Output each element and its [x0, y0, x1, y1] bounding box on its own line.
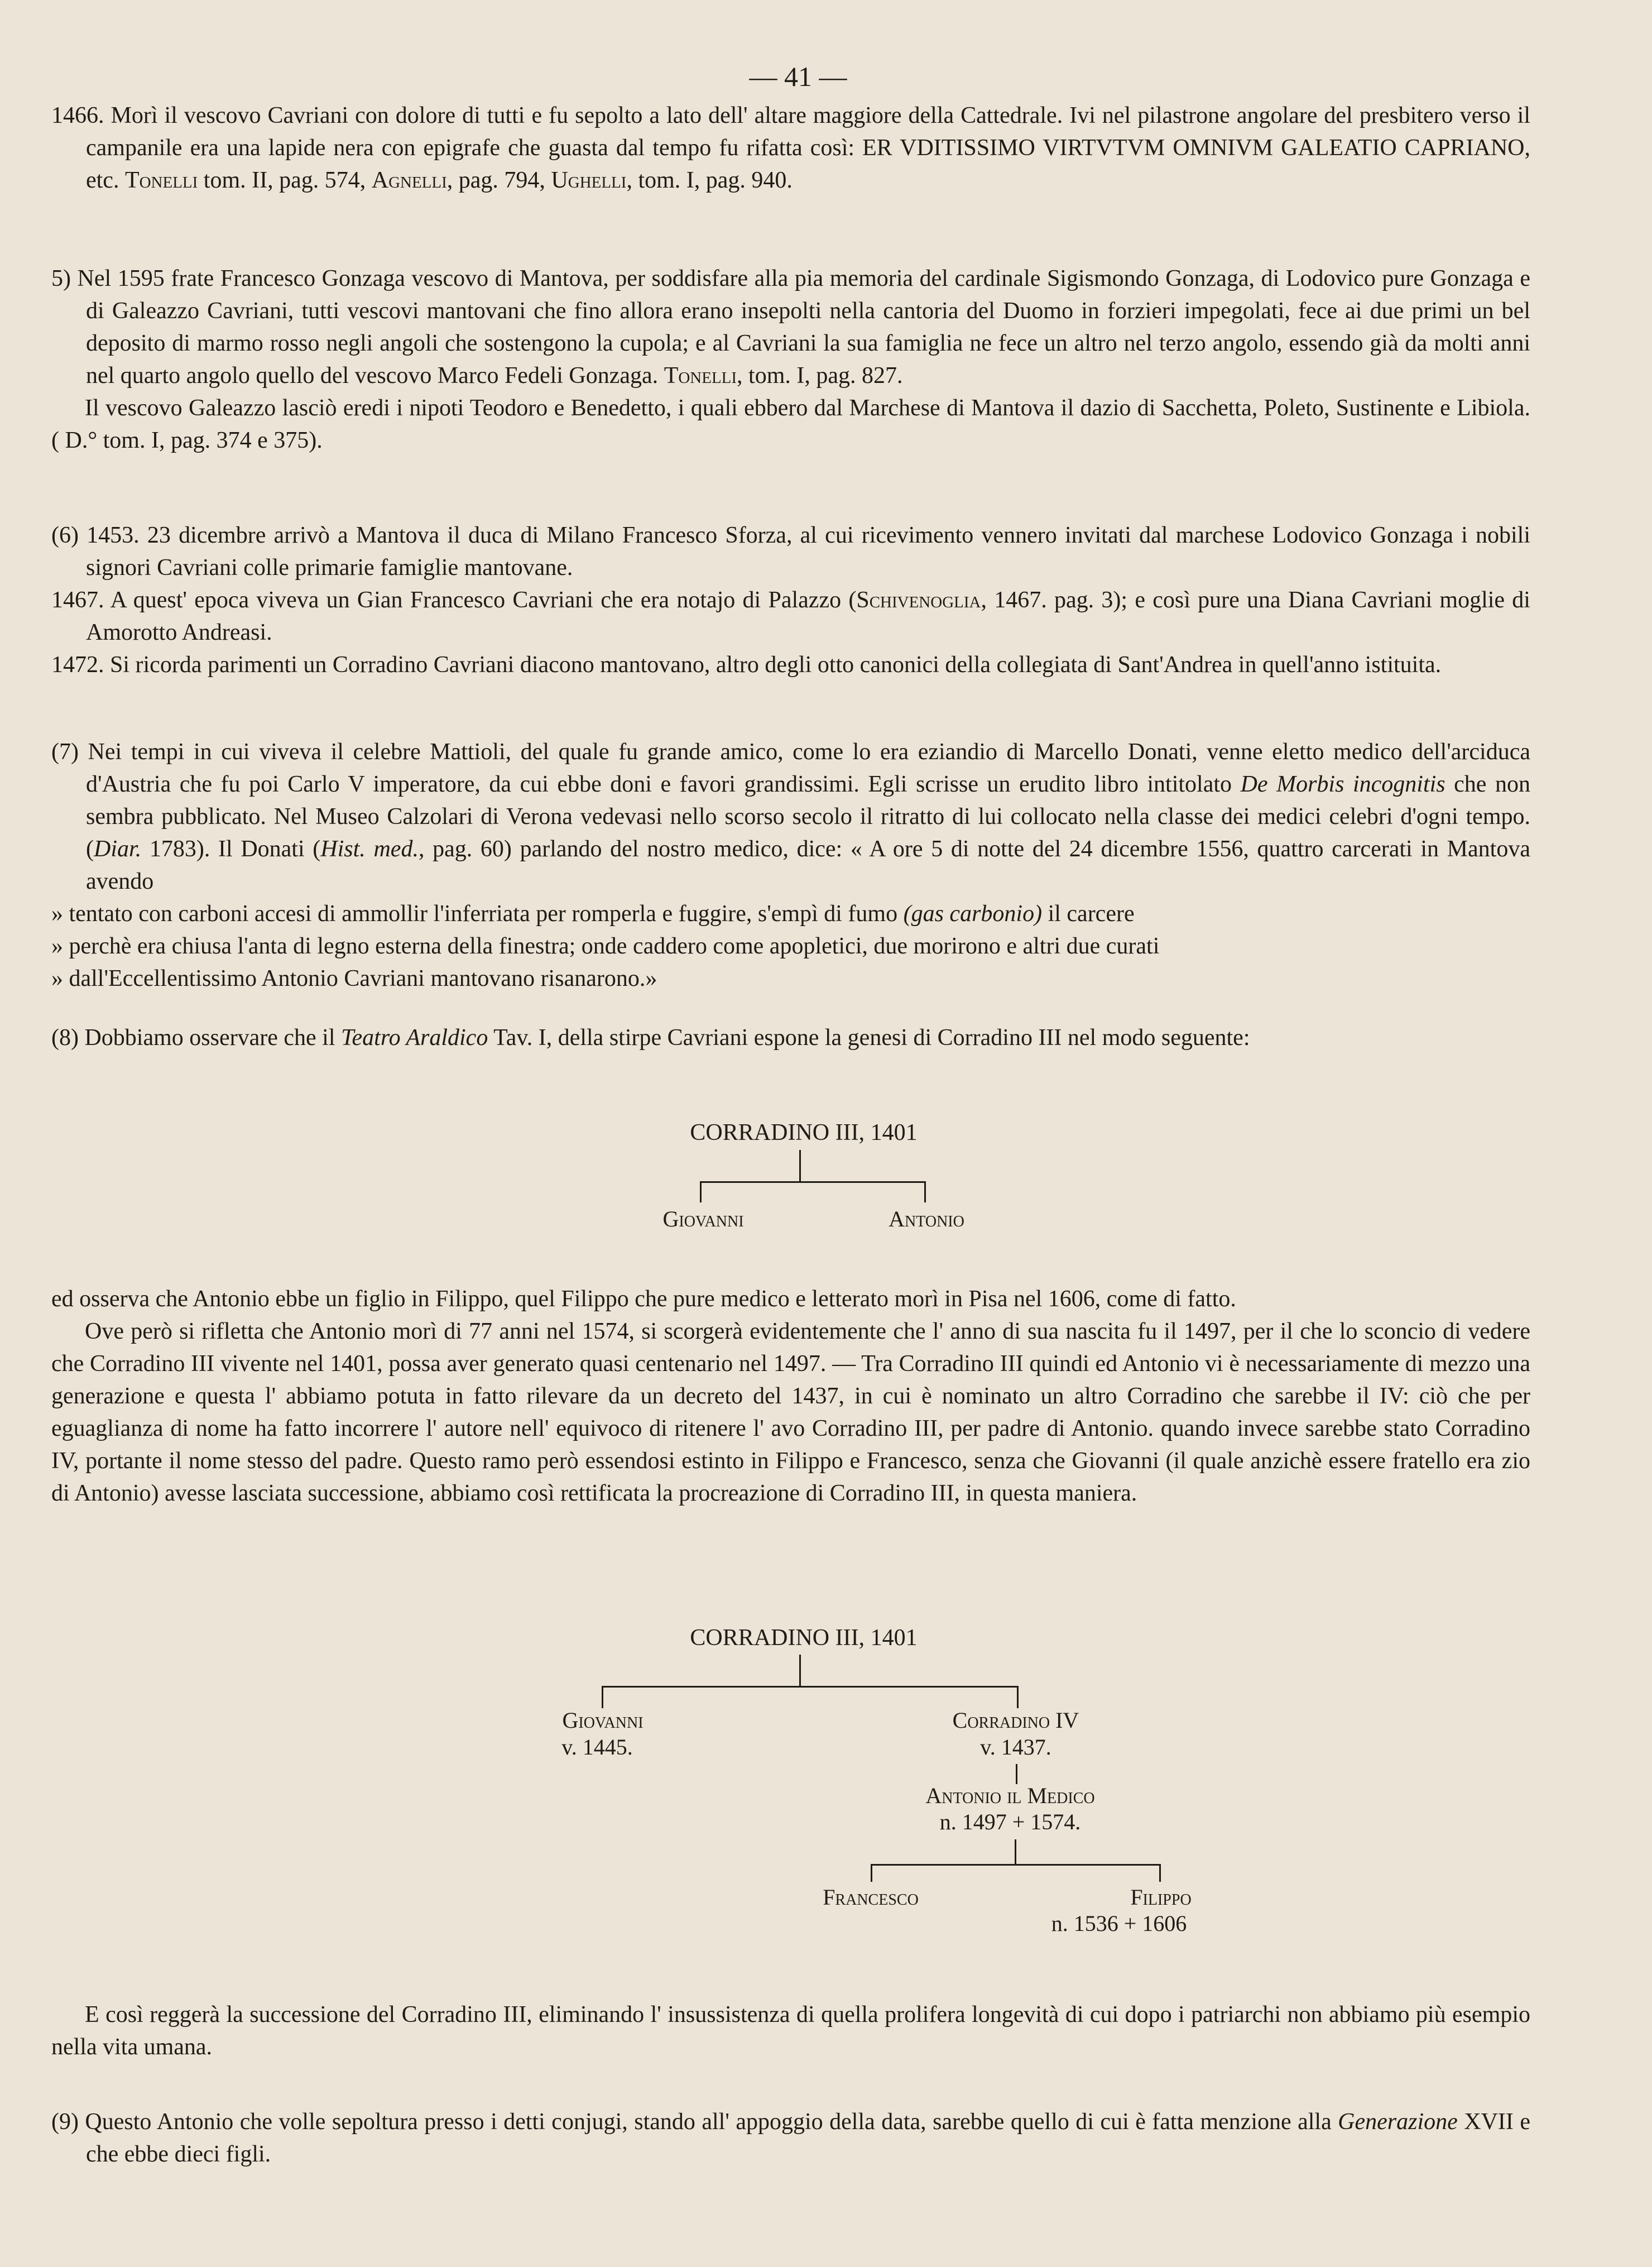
tree2-filippo: Filippo — [1130, 1885, 1192, 1910]
tree1-left-line — [700, 1181, 702, 1202]
ref-agnelli: Agnelli — [371, 167, 447, 193]
title-de-morbis: De Morbis incognitis — [1240, 771, 1446, 797]
tree1-root: CORRADINO III, 1401 — [690, 1120, 918, 1146]
note-7-text-4: , pag. 60) parlando del nostro medico, dice: « A ore 5 di notte del 24 dicembre 1556, quattro carcerati in Mantova avendo — [86, 836, 1530, 894]
note-5-ref-rest: , tom. I, pag. 827. — [737, 363, 903, 389]
note-9-text-end: XVII e che ebbe dieci figli. — [86, 2109, 1530, 2167]
year-1472: 1472. — [51, 652, 104, 678]
note-1472-text: Si ricorda parimenti un Corradino Cavriani diacono mantovano, altro degli otto canonici della collegiata di Sant'Andrea in quell'anno istituita. — [110, 652, 1442, 678]
note-1467-text: A quest' epoca viveva un Gian Francesco Cavriani che era notajo di Palazzo ( — [110, 587, 857, 613]
note-9-text: (9) Questo Antonio che volle sepoltura presso i detti conjugi, stando all' appoggio della data, sarebbe quello di cui è fatta menzione alla — [51, 2109, 1338, 2135]
note-8-filippo: ed osserva che Antonio ebbe un figlio in Filippo, quel Filippo che pure medico e letterato morì in Pisa nel 1606, come di fatto. — [51, 1286, 1236, 1312]
teatro-araldico: Teatro Araldico — [341, 1025, 488, 1051]
tree1-root-line — [799, 1150, 801, 1181]
note-8-text: (8) Dobbiamo osservare che il — [51, 1025, 341, 1051]
tree2-antonio-line — [1016, 1764, 1017, 1784]
ref-hist-med: Hist. med. — [320, 836, 419, 862]
quote-line-3: » dall'Eccellentissimo Antonio Cavriani mantovano risanarono.» — [51, 966, 657, 991]
generazione: Generazione — [1338, 2109, 1458, 2135]
year-1466: 1466. — [51, 103, 104, 128]
tree2-root: CORRADINO III, 1401 — [690, 1625, 918, 1651]
tree1-giovanni: Giovanni — [662, 1206, 744, 1231]
note-1466-text: Morì il vescovo Cavriani con dolore di tutti e fu sepolto a lato dell' altare maggiore della Cattedrale. Ivi nel pilastrone angolare del presbitero verso il campanile era una lapide nera con epigrafe che guasta dal tempo fu rifatta così: ER VDITISSIMO VIRTVTVM OMNIVM GALEATIO CAPRIANO, etc. — [86, 103, 1530, 193]
page-number: — 41 — — [749, 61, 847, 92]
note-1466 — [51, 99, 1530, 196]
tree2-antonio: Antonio il Medico — [925, 1783, 1095, 1808]
tree2-corradino-line — [1017, 1686, 1019, 1708]
note-8-conclusion-text: E così reggerà la successione del Corradino III, eliminando l' insussistenza di quella prolifera longevità di cui dopo i patriarchi non abbiamo più esempio nella vita umana. — [51, 2002, 1530, 2060]
note-7-text-2: che non sembra pubblicato. Nel Museo Calzolari di Verona vedevasi nello scorso secolo il ritratto di lui collocato nella classe dei medici celebri d'ogni tempo. ( — [86, 771, 1530, 862]
tree2-giovanni-line — [602, 1686, 603, 1708]
note-5-ref: Tonelli — [664, 363, 737, 389]
gas-carbonio: (gas carbonio) — [903, 901, 1043, 927]
tree2-corradino-date: v. 1437. — [980, 1734, 1051, 1760]
ref-tonelli-rest: tom. II, pag. 574, — [198, 167, 372, 193]
note-7 — [51, 736, 1530, 995]
note-6 — [51, 519, 1530, 681]
year-1467: 1467. — [51, 587, 104, 613]
note-8-body — [51, 1283, 1530, 1509]
note-6-text: (6) 1453. 23 dicembre arrivò a Mantova il duca di Milano Francesco Sforza, al cui ricevimento vennero invitati dal marchese Lodovico Gonzaga i nobili signori Cavriani colle primarie famiglie mantovane. — [51, 523, 1530, 581]
tree1-antonio: Antonio — [889, 1206, 964, 1231]
note-9 — [51, 2106, 1530, 2170]
note-7-text-3: 1783). Il Donati ( — [141, 836, 321, 862]
ref-schivenoglia: Schivenoglia — [856, 587, 981, 613]
note-7-text: (7) Nei tempi in cui viveva il celebre Mattioli, del quale fu grande amico, come lo era eziandio di Marcello Donati, venne eletto medico dell'arciduca d'Austria che fu poi Carlo V imperatore, da cui ebbe doni e favori grandissimi. Egli scrisse un erudito libro intitolato — [51, 739, 1530, 797]
note-8-argument: Ove però si rifletta che Antonio morì di 77 anni nel 1574, si scorgerà evidentemente che l' anno di sua nascita fu il 1497, per il che lo sconcio di vedere che Corradino III vivente nel 1401, possa aver generato quasi centenario nel 1497. — Tra Corradino III quindi ed Antonio vi è necessariamente di mezzo una generazione e questa l' abbiamo potuta in fatto rilevare da un decreto del 1437, in cui è nominato un altro Corradino che sarebbe il IV: ciò che per eguaglianza di nome ha fatto incorrere l' autore nell' equivoco di ritenere l' avo Corradino III, per padre di Antonio. quando invece sarebbe stato Corradino IV, portante il nome stesso del padre. Questo ramo però essendosi estinto in Filippo e Francesco, senza che Giovanni (il quale anzichè essere fratello era zio di Antonio) avesse lasciata successione, abbiamo così rettificata la procreazione di Corradino III, in questa maniera. — [51, 1319, 1530, 1506]
tree2-giovanni-date: v. 1445. — [561, 1734, 633, 1760]
ref-ughelli: Ughelli — [551, 167, 627, 193]
note-8-intro — [51, 1022, 1530, 1054]
note-8-conclusion — [51, 1998, 1530, 2063]
tree2-filippo-date: n. 1536 + 1606 — [1051, 1911, 1187, 1936]
note-1467-text-end: , 1467. pag. 3); e così pure una Diana Cavriani moglie di Amorotto Andreasi. — [86, 587, 1530, 645]
tree2-giovanni: Giovanni — [562, 1708, 643, 1733]
quote-line-1-end: il carcere — [1042, 901, 1135, 927]
tree1-right-line — [924, 1181, 926, 1202]
quote-line-1: » tentato con carboni accesi di ammollir l'inferriata per romperla e fuggire, s'empì di fumo — [51, 901, 904, 927]
ref-agnelli-rest: , pag. 794, — [446, 167, 551, 193]
tree2-corradino-iv: Corradino IV — [952, 1708, 1079, 1733]
note-5-text: 5) Nel 1595 frate Francesco Gonzaga vescovo di Mantova, per soddisfare alla pia memoria del cardinale Sigismondo Gonzaga, di Lodovico pure Gonzaga e di Galeazzo Cavriani, tutti vescovi mantovani che fino allora erano insepolti nella cantoria del Duomo in forzieri impegolati, fece ai due primi un bel deposito di marmo rosso negli angoli che sostengono la cupola; e al Cavriani la sua famiglia ne fece un altro nel terzo angolo, essendo già da molti anni nel quarto angolo quello del vescovo Marco Fedeli Gonzaga. — [51, 266, 1530, 389]
note-5-heirs: Il vescovo Galeazzo lasciò eredi i nipoti Teodoro e Benedetto, i quali ebbero dal Marchese di Mantova il dazio di Sacchetta, Poleto, Sustinente e Libiola. ( D.° tom. I, pag. 374 e 375). — [51, 395, 1530, 453]
ref-ughelli-rest: , tom. I, pag. 940. — [626, 167, 793, 193]
note-8-text-2: Tav. I, della stirpe Cavriani espone la genesi di Corradino III nel modo seguente: — [488, 1025, 1250, 1051]
ref-tonelli: Tonelli — [124, 167, 198, 193]
tree2-filippo-line — [1159, 1864, 1161, 1882]
tree2-root-line — [799, 1655, 801, 1686]
tree1-branch-line — [700, 1181, 926, 1183]
tree2-sons-branch — [871, 1864, 1161, 1866]
tree2-francesco: Francesco — [823, 1885, 919, 1910]
tree2-antonio-date: n. 1497 + 1574. — [939, 1809, 1081, 1834]
tree2-sons-line — [1015, 1839, 1016, 1864]
note-5 — [51, 262, 1530, 457]
ref-diar: Diar. — [94, 836, 142, 862]
quote-line-2: » perchè era chiusa l'anta di legno esterna della finestra; onde caddero come apopletici, due morirono e altri due curati — [51, 933, 1160, 959]
tree2-branch-line — [602, 1686, 1018, 1688]
tree2-francesco-line — [871, 1864, 872, 1882]
